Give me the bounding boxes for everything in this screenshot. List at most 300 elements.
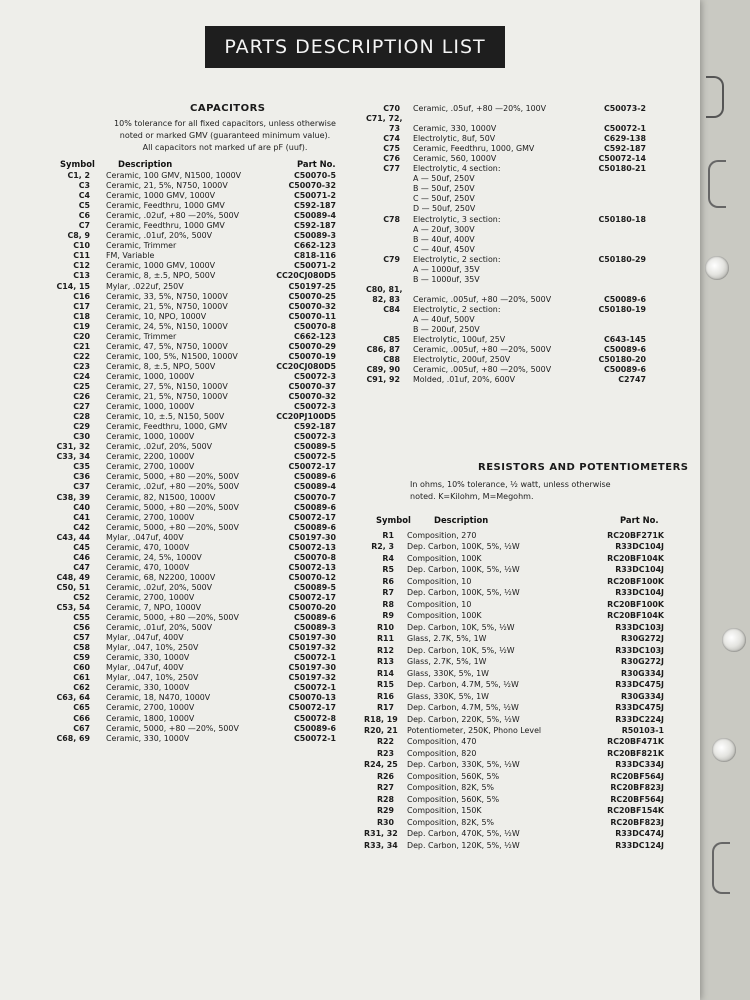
part-number-cell: RC20BF821K — [607, 748, 664, 758]
symbol-cell: C47 — [73, 562, 90, 572]
symbol-cell: C88 — [383, 355, 400, 365]
resistor-row — [364, 622, 664, 633]
capacitor-row — [50, 422, 336, 432]
capacitor-row — [50, 221, 336, 231]
symbol-cell: C59 — [73, 653, 90, 663]
part-number-cell: C50197-30 — [288, 633, 336, 643]
description-cell: Composition, 470 — [407, 737, 477, 747]
resistor-row — [364, 587, 664, 598]
part-number-cell: C50197-32 — [288, 673, 336, 683]
resistor-row — [364, 817, 664, 828]
part-number-cell: C50072-13 — [288, 542, 336, 552]
symbol-cell: 73 — [389, 124, 400, 134]
description-cell: B — 50uf, 250V — [413, 184, 475, 194]
column-header-part-no: Part No. — [297, 159, 336, 169]
part-number-cell: C629-138 — [603, 134, 646, 144]
capacitor-row — [50, 673, 336, 683]
capacitor-table-right — [366, 104, 646, 385]
symbol-cell: R9 — [382, 611, 394, 621]
capacitor-row — [366, 265, 646, 275]
description-cell: Electrolytic, 100uf, 25V — [413, 335, 506, 345]
symbol-cell: R14 — [376, 668, 394, 678]
symbol-cell: R23 — [376, 748, 394, 758]
symbol-cell: C26 — [73, 392, 90, 402]
part-number-cell: C50089-6 — [603, 365, 646, 375]
part-number-cell: C592-187 — [293, 201, 336, 211]
part-number-cell: C50089-6 — [293, 502, 336, 512]
capacitor-row — [50, 372, 336, 382]
description-cell: Dep. Carbon, 220K, 5%, ½W — [407, 714, 520, 724]
part-number-cell: C50089-3 — [293, 231, 336, 241]
description-cell: Ceramic, 82, N1500, 1000V — [106, 492, 216, 502]
description-cell: Dep. Carbon, 4.7M, 5%, ½W — [407, 680, 519, 690]
part-number-cell: C50070-25 — [288, 291, 336, 301]
capacitor-row — [366, 375, 646, 385]
part-number-cell: RC20BF823J — [610, 817, 664, 827]
description-cell: C — 40uf, 450V — [413, 244, 475, 254]
part-number-cell: RC20BF564J — [610, 771, 664, 781]
symbol-cell: R31, 32 — [364, 829, 398, 839]
symbol-cell: R17 — [376, 703, 394, 713]
description-cell: Composition, 560K, 5% — [407, 794, 500, 804]
description-cell: Glass, 2.7K, 5%, 1W — [407, 634, 487, 644]
symbol-cell: C63, 64 — [56, 693, 90, 703]
description-cell: Ceramic, .005uf, +80 —20%, 500V — [413, 365, 552, 375]
part-number-cell: C50070-19 — [288, 351, 336, 361]
resistor-row — [364, 553, 664, 564]
description-cell: Ceramic, .01uf, 20%, 500V — [106, 623, 213, 633]
capacitor-row — [50, 171, 336, 181]
symbol-cell: C60 — [73, 663, 90, 673]
description-cell: Molded, .01uf, 20%, 600V — [413, 375, 516, 385]
capacitor-row — [50, 382, 336, 392]
part-number-cell: C50072-17 — [288, 462, 336, 472]
description-cell: Glass, 330K, 5%, 1W — [407, 691, 489, 701]
description-cell: Ceramic, 2700, 1000V — [106, 703, 195, 713]
part-number-cell: R30G272J — [621, 634, 664, 644]
description-cell: B — 1000uf, 35V — [413, 274, 480, 284]
symbol-cell: C41 — [73, 512, 90, 522]
symbol-cell: C78 — [383, 214, 400, 224]
description-cell: Mylar, .047, 10%, 250V — [106, 643, 199, 653]
part-number-cell: C50180-19 — [598, 304, 646, 314]
symbol-cell: R13 — [376, 657, 394, 667]
part-number-cell: C50072-5 — [293, 452, 336, 462]
symbol-cell: R6 — [382, 576, 394, 586]
symbol-cell: R1 — [382, 531, 394, 540]
symbol-cell: C56 — [73, 623, 90, 633]
capacitor-row — [50, 583, 336, 593]
symbol-cell: C45 — [73, 542, 90, 552]
symbol-cell: C5 — [78, 201, 90, 211]
part-number-cell: C662-123 — [293, 241, 336, 251]
part-number-cell: C50070-7 — [293, 492, 336, 502]
description-cell: Glass, 2.7K, 5%, 1W — [407, 657, 487, 667]
part-number-cell: C50072-1 — [293, 653, 336, 663]
symbol-cell: C74 — [383, 134, 400, 144]
part-number-cell: C50071-2 — [293, 191, 336, 201]
capacitor-row — [50, 402, 336, 412]
part-number-cell: R33DC334J — [615, 760, 664, 770]
resistor-row — [364, 530, 664, 541]
part-number-cell: RC20BF471K — [607, 737, 664, 747]
symbol-cell: C86, 87 — [366, 345, 400, 355]
description-cell: Ceramic, Feedthru, 1000, GMV — [106, 422, 228, 432]
description-cell: Dep. Carbon, 330K, 5%, ½W — [407, 760, 520, 770]
part-number-cell: R33DC103J — [615, 645, 664, 655]
part-number-cell: C50089-4 — [293, 482, 336, 492]
part-number-cell: CC20CJ080D5 — [276, 271, 336, 281]
part-number-cell: C50072-1 — [293, 733, 336, 743]
symbol-cell: C37 — [73, 482, 90, 492]
part-number-cell: C50089-5 — [293, 442, 336, 452]
resistor-row — [364, 748, 664, 759]
description-cell: Dep. Carbon, 100K, 5%, ½W — [407, 588, 520, 598]
capacitor-row — [50, 603, 336, 613]
capacitor-row — [50, 553, 336, 563]
symbol-cell: C18 — [73, 311, 90, 321]
resistor-row — [364, 794, 664, 805]
description-cell: Dep. Carbon, 100K, 5%, ½W — [407, 565, 520, 575]
description-cell: Dep. Carbon, 470K, 5%, ½W — [407, 829, 520, 839]
part-number-cell: RC20BF104K — [607, 553, 664, 563]
capacitor-row — [50, 412, 336, 422]
binder-ring — [706, 76, 724, 118]
description-cell: Ceramic, 1800, 1000V — [106, 713, 195, 723]
resistor-row — [364, 702, 664, 713]
description-cell: Ceramic, 2700, 1000V — [106, 592, 195, 602]
symbol-cell: C22 — [73, 351, 90, 361]
description-cell: Ceramic, .02uf, +80 —20%, 500V — [106, 211, 240, 221]
description-cell: Ceramic, 24, 5%, 1000V — [106, 552, 202, 562]
part-number-cell: R33DC104J — [615, 542, 664, 552]
description-cell: Ceramic, Feedthru, 1000 GMV — [106, 201, 225, 211]
part-number-cell: C50070-37 — [288, 381, 336, 391]
part-number-cell: C50089-6 — [293, 613, 336, 623]
capacitor-row — [50, 693, 336, 703]
capacitor-row — [50, 653, 336, 663]
description-cell: Dep. Carbon, 4.7M, 5%, ½W — [407, 703, 519, 713]
symbol-cell: C10 — [73, 241, 90, 251]
description-cell: Ceramic, 100 GMV, N1500, 1000V — [106, 171, 242, 180]
capacitor-row — [50, 392, 336, 402]
description-cell: Ceramic, 5000, +80 —20%, 500V — [106, 472, 239, 482]
capacitor-row — [50, 482, 336, 492]
description-cell: Composition, 150K — [407, 806, 482, 816]
capacitor-row — [50, 503, 336, 513]
description-cell: Ceramic, 1000, 1000V — [106, 432, 195, 442]
description-cell: Ceramic, 8, ±.5, NPO, 500V — [106, 271, 216, 281]
description-cell: Mylar, .022uf, 250V — [106, 281, 184, 291]
capacitor-row — [50, 442, 336, 452]
column-header-description: Description — [118, 159, 173, 169]
part-number-cell: C50072-1 — [293, 683, 336, 693]
part-number-cell: C50089-5 — [293, 582, 336, 592]
capacitor-row — [366, 174, 646, 184]
description-cell: Ceramic, 8, ±.5, NPO, 500V — [106, 361, 216, 371]
part-number-cell: C50089-6 — [603, 294, 646, 304]
capacitor-row — [50, 191, 336, 201]
part-number-cell: C50070-8 — [293, 321, 336, 331]
description-cell: Mylar, .047uf, 400V — [106, 663, 184, 673]
capacitor-row — [50, 261, 336, 271]
resistor-header-description: Description — [434, 515, 489, 525]
capacitor-table-left — [50, 171, 336, 744]
description-cell: Ceramic, 24, 5%, N150, 1000V — [106, 321, 228, 331]
description-cell: Ceramic, 10, NPO, 1000V — [106, 311, 207, 321]
description-cell: Ceramic, 560, 1000V — [413, 154, 497, 164]
symbol-cell: C13 — [73, 271, 90, 281]
resistor-row — [364, 725, 664, 736]
description-cell: Ceramic, .02uf, 20%, 500V — [106, 442, 213, 452]
symbol-cell: C66 — [73, 713, 90, 723]
resistor-row — [364, 828, 664, 839]
part-number-cell: C50072-8 — [293, 713, 336, 723]
part-number-cell: R33DC474J — [615, 829, 664, 839]
capacitor-row — [366, 365, 646, 375]
description-cell: Ceramic, 47, 5%, N750, 1000V — [106, 341, 228, 351]
capacitor-row — [366, 104, 646, 114]
resistor-row — [364, 679, 664, 690]
description-cell: Composition, 820 — [407, 748, 477, 758]
capacitor-row — [366, 315, 646, 325]
part-number-cell: RC20BF564J — [610, 794, 664, 804]
capacitor-row — [366, 114, 646, 124]
capacitor-row — [366, 335, 646, 345]
part-number-cell: C50197-30 — [288, 532, 336, 542]
symbol-cell: R8 — [382, 599, 394, 609]
part-number-cell: C50070-32 — [288, 392, 336, 402]
description-cell: Composition, 100K — [407, 553, 482, 563]
capacitor-row — [50, 292, 336, 302]
capacitor-row — [50, 703, 336, 713]
description-cell: Ceramic, Feedthru, 1000 GMV — [106, 221, 225, 231]
part-number-cell: C50070-12 — [288, 572, 336, 582]
part-number-cell: C50070-32 — [288, 301, 336, 311]
part-number-cell: C643-145 — [603, 335, 646, 345]
symbol-cell: C38, 39 — [56, 492, 90, 502]
part-number-cell: R50103-1 — [621, 725, 664, 735]
part-number-cell: RC20BF104K — [607, 611, 664, 621]
part-number-cell: RC20BF271K — [607, 531, 664, 540]
capacitor-row — [50, 613, 336, 623]
description-cell: Mylar, .047, 10%, 250V — [106, 673, 199, 683]
symbol-cell: C29 — [73, 422, 90, 432]
resistor-row — [364, 576, 664, 587]
capacitor-row — [50, 472, 336, 482]
symbol-cell: R30 — [376, 817, 394, 827]
capacitor-row — [366, 225, 646, 235]
part-number-cell: R33DC475J — [615, 680, 664, 690]
symbol-cell: C58 — [73, 643, 90, 653]
description-cell: Glass, 330K, 5%, 1W — [407, 668, 489, 678]
description-cell: Ceramic, 21, 5%, N750, 1000V — [106, 301, 228, 311]
part-number-cell: RC20BF100K — [607, 576, 664, 586]
description-cell: Ceramic, 21, 5%, N750, 1000V — [106, 392, 228, 402]
description-cell: Ceramic, 330, 1000V — [413, 124, 497, 134]
part-number-cell: C50070-8 — [293, 552, 336, 562]
part-number-cell: C50072-17 — [288, 703, 336, 713]
symbol-cell: C1, 2 — [67, 171, 90, 180]
capacitor-row — [50, 623, 336, 633]
description-cell: B — 200uf, 250V — [413, 325, 480, 335]
symbol-cell: R20, 21 — [364, 725, 398, 735]
description-cell: Mylar, .047uf, 400V — [106, 532, 184, 542]
symbol-cell: C61 — [73, 673, 90, 683]
resistor-row — [364, 782, 664, 793]
symbol-cell: C89, 90 — [366, 365, 400, 375]
capacitor-row — [366, 134, 646, 144]
resistor-row — [364, 564, 664, 575]
symbol-cell: C21 — [73, 341, 90, 351]
capacitor-row — [366, 154, 646, 164]
capacitor-row — [50, 633, 336, 643]
symbol-cell: C8, 9 — [67, 231, 90, 241]
page-title: PARTS DESCRIPTION LIST — [205, 26, 505, 68]
symbol-cell: C14, 15 — [56, 281, 90, 291]
description-cell: Potentiometer, 250K, Phono Level — [407, 725, 542, 735]
symbol-cell: R7 — [382, 588, 394, 598]
capacitor-row — [50, 271, 336, 281]
resistor-row — [364, 805, 664, 816]
resistor-row — [364, 691, 664, 702]
symbol-cell: R27 — [376, 783, 394, 793]
symbol-cell: C4 — [78, 191, 90, 201]
symbol-cell: R28 — [376, 794, 394, 804]
capacitor-row — [366, 204, 646, 214]
binder-ring — [712, 842, 730, 894]
resistor-row — [364, 668, 664, 679]
resistor-row — [364, 714, 664, 725]
capacitor-row — [366, 215, 646, 225]
description-cell: Dep. Carbon, 100K, 5%, ½W — [407, 542, 520, 552]
capacitor-row — [50, 211, 336, 221]
symbol-cell: C30 — [73, 432, 90, 442]
symbol-cell: C7 — [78, 221, 90, 231]
symbol-cell: R10 — [376, 622, 394, 632]
capacitor-row — [50, 452, 336, 462]
resistor-table — [364, 530, 664, 851]
description-cell: Ceramic, 2700, 1000V — [106, 462, 195, 472]
part-number-cell: R33DC104J — [615, 588, 664, 598]
part-number-cell: C50197-30 — [288, 663, 336, 673]
symbol-cell: R22 — [376, 737, 394, 747]
symbol-cell: C68, 69 — [56, 733, 90, 743]
part-number-cell: C50072-1 — [603, 124, 646, 134]
description-cell: Ceramic, .02uf, +80 —20%, 500V — [106, 482, 240, 492]
capacitor-row — [366, 245, 646, 255]
part-number-cell: C50070-11 — [288, 311, 336, 321]
part-number-cell: C50072-17 — [288, 512, 336, 522]
part-number-cell: C592-187 — [293, 422, 336, 432]
symbol-cell: R26 — [376, 771, 394, 781]
description-cell: Ceramic, 1000 GMV, 1000V — [106, 261, 216, 271]
description-cell: C — 50uf, 250V — [413, 194, 475, 204]
symbol-cell: C40 — [73, 502, 90, 512]
part-number-cell: C50072-3 — [293, 371, 336, 381]
symbol-cell: C6 — [78, 211, 90, 221]
description-cell: Ceramic, .02uf, 20%, 500V — [106, 582, 213, 592]
part-number-cell: R30G334J — [621, 668, 664, 678]
description-cell: Ceramic, Feedthru, 1000, GMV — [413, 144, 535, 154]
description-cell: Electrolytic, 3 section: — [413, 214, 501, 224]
capacitor-row — [50, 231, 336, 241]
capacitor-row — [50, 573, 336, 583]
resistor-row — [364, 771, 664, 782]
symbol-cell: R15 — [376, 680, 394, 690]
symbol-cell: C16 — [73, 291, 90, 301]
capacitor-row — [50, 533, 336, 543]
description-cell: Dep. Carbon, 10K, 5%, ½W — [407, 645, 515, 655]
capacitor-row — [366, 355, 646, 365]
part-number-cell: C50070-13 — [288, 693, 336, 703]
part-number-cell: C50072-17 — [288, 592, 336, 602]
description-cell: Electrolytic, 2 section: — [413, 304, 501, 314]
capacitor-row — [366, 275, 646, 285]
symbol-cell: C80, 81, — [366, 284, 403, 294]
description-cell: Electrolytic, 8uf, 50V — [413, 134, 496, 144]
symbol-cell: C52 — [73, 592, 90, 602]
description-cell: Ceramic, .005uf, +80 —20%, 500V — [413, 294, 552, 304]
capacitor-row — [366, 295, 646, 305]
description-cell: Ceramic, .05uf, +80 —20%, 100V — [413, 104, 547, 113]
capacitor-row — [50, 322, 336, 332]
resistors-note-line: In ohms, 10% tolerance, ½ watt, unless otherwise — [410, 480, 611, 489]
capacitor-row — [366, 184, 646, 194]
capacitor-row — [50, 432, 336, 442]
part-number-cell: C50089-4 — [293, 211, 336, 221]
description-cell: Ceramic, 330, 1000V — [106, 683, 190, 693]
description-cell: D — 50uf, 250V — [413, 204, 476, 214]
symbol-cell: C20 — [73, 331, 90, 341]
capacitors-heading: CAPACITORS — [190, 103, 266, 114]
part-number-cell: R33DC224J — [615, 714, 664, 724]
symbol-cell: C50, 51 — [56, 582, 90, 592]
capacitor-row — [50, 241, 336, 251]
description-cell: Ceramic, 330, 1000V — [106, 653, 190, 663]
symbol-cell: C65 — [73, 703, 90, 713]
symbol-cell: R29 — [376, 806, 394, 816]
symbol-cell: C46 — [73, 552, 90, 562]
description-cell: Ceramic, 1000, 1000V — [106, 402, 195, 412]
resistor-row — [364, 840, 664, 851]
capacitor-row — [366, 194, 646, 204]
description-cell: Ceramic, 2700, 1000V — [106, 512, 195, 522]
resistor-row — [364, 599, 664, 610]
part-number-cell: C50180-29 — [598, 254, 646, 264]
capacitor-row — [50, 563, 336, 573]
description-cell: Ceramic, Trimmer — [106, 241, 177, 251]
symbol-cell: C55 — [73, 613, 90, 623]
part-number-cell: CC20CJ080D5 — [276, 361, 336, 371]
symbol-cell: C43, 44 — [56, 532, 90, 542]
capacitor-row — [50, 352, 336, 362]
capacitor-row — [50, 201, 336, 211]
binder-ring — [708, 160, 726, 208]
symbol-cell: C42 — [73, 522, 90, 532]
description-cell: Electrolytic, 2 section: — [413, 254, 501, 264]
symbol-cell: C57 — [73, 633, 90, 643]
symbol-cell: C67 — [73, 723, 90, 733]
resistor-row — [364, 610, 664, 621]
part-number-cell: C2747 — [618, 375, 646, 385]
description-cell: Composition, 270 — [407, 531, 477, 540]
symbol-cell: R16 — [376, 691, 394, 701]
part-number-cell: C592-187 — [293, 221, 336, 231]
part-number-cell: C50072-14 — [598, 154, 646, 164]
capacitor-row — [50, 462, 336, 472]
resistor-header-part-no: Part No. — [620, 515, 659, 525]
